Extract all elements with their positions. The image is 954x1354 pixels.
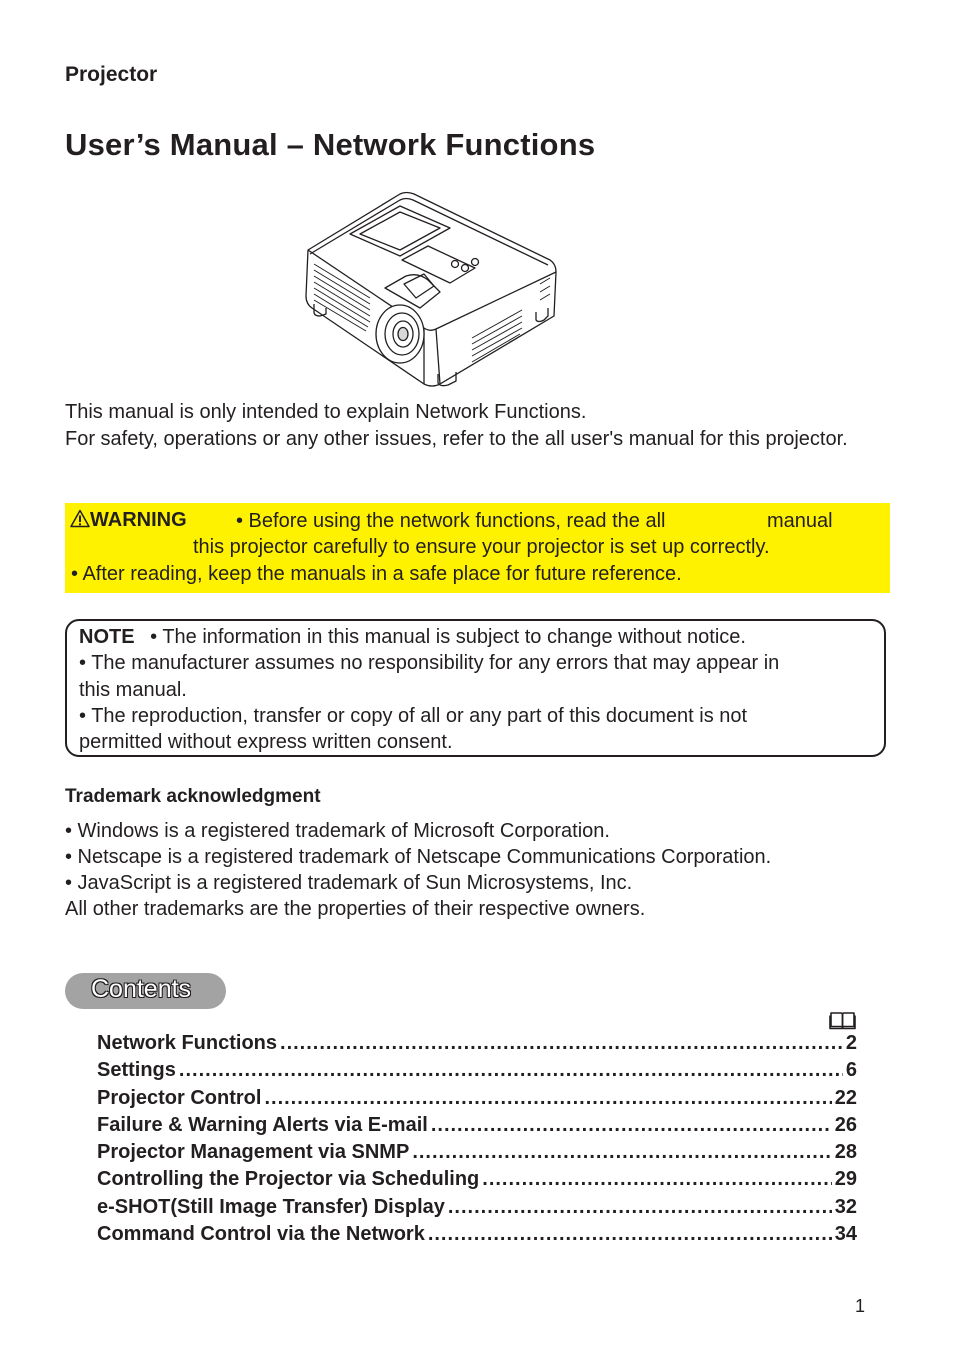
- warning-label: WARNING: [90, 509, 187, 531]
- toc-page: 22: [834, 1086, 857, 1109]
- toc-entry[interactable]: [97, 1032, 857, 1059]
- toc-entry[interactable]: [97, 1059, 857, 1086]
- toc-page: 34: [834, 1223, 857, 1246]
- projector-illustration: [300, 188, 562, 388]
- toc-leader: [448, 1196, 832, 1219]
- toc-page: 32: [834, 1195, 857, 1218]
- book-icon: [829, 1010, 856, 1030]
- toc-title: Network Functions: [97, 1032, 278, 1054]
- toc-page: 6: [845, 1059, 857, 1082]
- note-line-2: • The manufacturer assumes no responsibility for any errors that may appear in: [79, 652, 780, 674]
- contents-heading-pill: [65, 973, 226, 1009]
- toc-title: Failure & Warning Alerts via E-mail: [97, 1113, 428, 1136]
- warning-line-1b: manual: [767, 510, 833, 532]
- trademark-item: • JavaScript is a registered trademark of Sun Microsystems, Inc.: [65, 872, 633, 894]
- warning-triangle-icon: [70, 509, 90, 528]
- note-line-5: permitted without express written consent.: [79, 731, 453, 753]
- toc-entry[interactable]: [97, 1223, 857, 1250]
- document-kicker: Projector: [65, 63, 158, 86]
- trademark-heading: Trademark acknowledgment: [65, 786, 321, 807]
- note-label: NOTE: [79, 626, 135, 648]
- intro-line-2: For safety, operations or any other issues, refer to the all user's manual for this projector.: [65, 427, 848, 450]
- toc-page: 2: [845, 1032, 857, 1054]
- note-line-1-row: [79, 626, 746, 649]
- toc-leader: [264, 1087, 831, 1110]
- toc-leader: [412, 1141, 831, 1164]
- note-line-1: • The information in this manual is subject to change without notice.: [150, 626, 746, 648]
- toc-entry[interactable]: [97, 1114, 857, 1141]
- toc-entry[interactable]: [97, 1087, 857, 1114]
- toc-entry[interactable]: [97, 1168, 857, 1195]
- table-of-contents: [97, 1032, 857, 1250]
- note-line-4: • The reproduction, transfer or copy of all or any part of this document is not: [79, 705, 748, 727]
- toc-title: Settings: [97, 1059, 176, 1082]
- trademark-item: All other trademarks are the properties of their respective owners.: [65, 898, 646, 920]
- intro-line-1: This manual is only intended to explain Network Functions.: [65, 401, 587, 423]
- toc-entry[interactable]: [97, 1141, 857, 1168]
- toc-title: Projector Management via SNMP: [97, 1141, 410, 1164]
- toc-title: e-SHOT(Still Image Transfer) Display: [97, 1195, 445, 1218]
- page-number: 1: [855, 1296, 866, 1316]
- contents-label: Contents: [91, 975, 192, 1003]
- toc-page: 26: [834, 1113, 857, 1136]
- warning-label-row: [70, 509, 187, 532]
- toc-leader: [482, 1168, 831, 1191]
- warning-line-3: • After reading, keep the manuals in a safe place for future reference.: [71, 563, 682, 585]
- toc-entry[interactable]: [97, 1196, 857, 1223]
- warning-line-1a: • Before using the network functions, read the all: [236, 510, 666, 532]
- trademark-list: [65, 818, 771, 922]
- warning-line-2: this projector carefully to ensure your projector is set up correctly.: [193, 536, 770, 558]
- note-box: [65, 619, 886, 757]
- trademark-item: • Windows is a registered trademark of Microsoft Corporation.: [65, 820, 610, 842]
- toc-leader: [179, 1059, 843, 1082]
- trademark-item: • Netscape is a registered trademark of Netscape Communications Corporation.: [65, 846, 772, 868]
- toc-leader: [280, 1032, 843, 1055]
- toc-title: Command Control via the Network: [97, 1223, 425, 1246]
- toc-leader: [431, 1114, 832, 1137]
- note-line-3: this manual.: [79, 679, 187, 701]
- toc-page: 28: [834, 1141, 857, 1164]
- toc-page: 29: [834, 1168, 857, 1191]
- warning-box: [65, 503, 890, 593]
- toc-title: Controlling the Projector via Scheduling: [97, 1168, 480, 1191]
- intro-text: [65, 399, 885, 452]
- toc-leader: [428, 1223, 832, 1246]
- toc-title: Projector Control: [97, 1086, 262, 1109]
- page-title: User’s Manual – Network Functions: [65, 127, 596, 162]
